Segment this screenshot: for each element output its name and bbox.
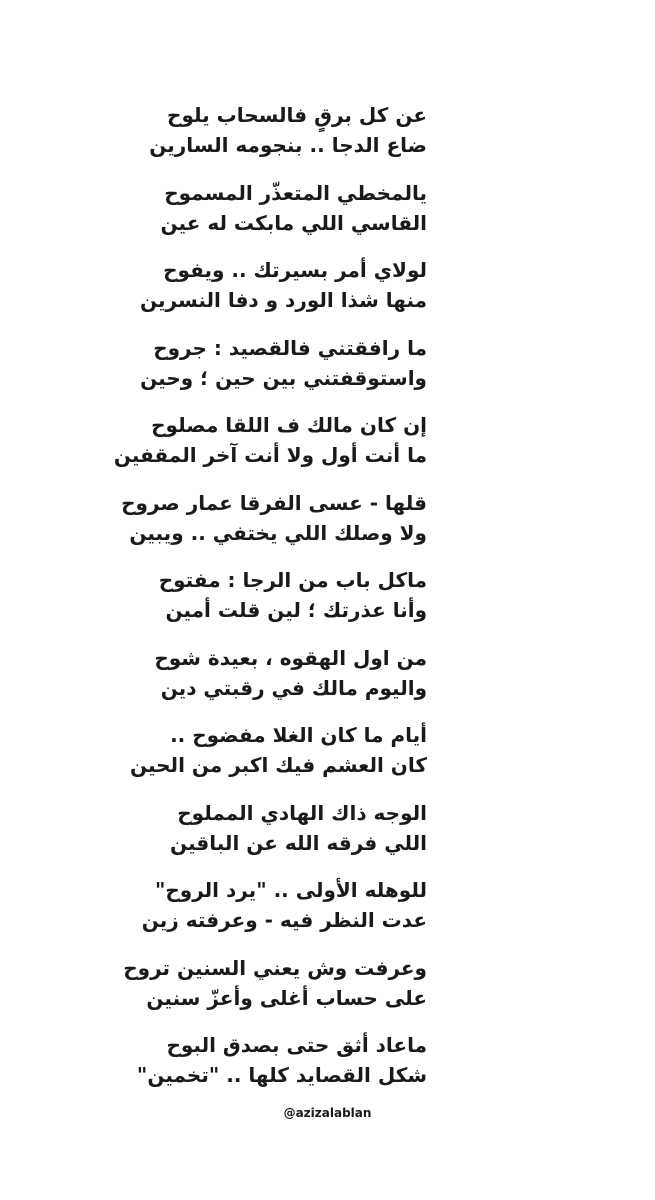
verse-line: واستوقفتني بين حين ؛ وحين (140, 365, 427, 390)
stanza-4 (0, 333, 655, 411)
stanza-9 (0, 720, 655, 798)
verse-line: القاسي اللي مابكت له عين (160, 210, 427, 235)
stanza-13 (0, 1030, 655, 1108)
verse-line: قلها - عسى الفرقا عمار صروح (121, 490, 427, 515)
stanza-10 (0, 798, 655, 876)
poem (0, 100, 655, 1108)
stanza-7 (0, 565, 655, 643)
verse-line: وأنا عذرتك ؛ لين قلت أمين (165, 598, 427, 622)
verse-line: ما رافقتني فالقصيد : جروح (153, 335, 427, 360)
verse-line: عن كل برقٍ فالسحاب يلوح (167, 103, 427, 127)
verse-line: واليوم مالك في رقبتي دين (160, 675, 427, 700)
verse-line: لولاي أمر بسيرتك .. ويفوح (163, 258, 427, 282)
stanza-3 (0, 255, 655, 333)
stanza-11 (0, 875, 655, 953)
verse-line: إن كان مالك ف اللقا مصلوح (151, 413, 427, 437)
verse-line: ماكل باب من الرجا : مفتوح (158, 568, 427, 592)
verse-line: الوجه ذاك الهادي المملوح (177, 800, 427, 825)
stanza-5 (0, 410, 655, 488)
verse-line: كان العشم فيك اكبر من الحين (129, 753, 427, 777)
verse-line: شكل القصايد كلها .. "تخمين" (136, 1063, 427, 1087)
verse-line: وعرفت وش يعني السنين تروح (123, 955, 427, 980)
stanza-1 (0, 100, 655, 178)
verse-line: ما أنت أول ولا أنت آخر المقفين (113, 443, 427, 467)
verse-line: على حساب أغلى وأعزّ سنين (146, 985, 427, 1010)
verse-line: ماعاد أثق حتى بصدق البوح (166, 1033, 427, 1057)
stanza-6 (0, 488, 655, 566)
verse-line: أيام ما كان الغلا مفضوح .. (170, 723, 427, 747)
verse-line: عدت النظر فيه - وعرفته زين (141, 908, 427, 932)
author-handle: @azizalablan (283, 1106, 372, 1120)
verse-line: منها شذا الورد و دفا النسرين (140, 288, 427, 312)
verse-line: من اول الهقوه ، بعيدة شوح (154, 645, 427, 670)
verse-line: للوهله الأولى .. "يرد الروح" (154, 878, 427, 902)
verse-line: ولا وصلك اللي يختفي .. ويبين (129, 520, 427, 545)
verse-line: ضاع الدجا .. بنجومه السارين (149, 133, 427, 157)
stanza-8 (0, 643, 655, 721)
stanza-12 (0, 953, 655, 1031)
verse-line: يالمخطي المتعذّر المسموح (164, 180, 427, 205)
stanza-2 (0, 178, 655, 256)
verse-line: اللي فرقه الله عن الباقين (170, 830, 427, 855)
